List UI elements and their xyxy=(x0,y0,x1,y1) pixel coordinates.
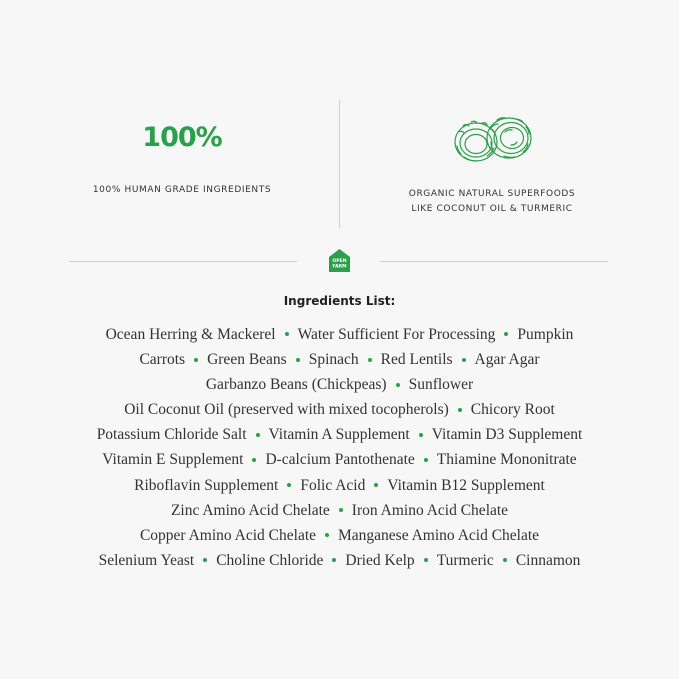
ingredient-item: Water Sufficient For Processing xyxy=(297,326,496,343)
ingredient-line xyxy=(20,473,659,498)
ingredient-item: Choline Chloride xyxy=(216,551,324,569)
superfoods-caption-line-2: LIKE COCONUT OIL & TURMERIC xyxy=(411,204,573,214)
ingredient-line xyxy=(20,397,659,422)
ingredient-item: Oil Coconut Oil (preserved with mixed tocopherols) xyxy=(124,401,449,419)
bullet-separator xyxy=(256,433,260,437)
ingredient-line xyxy=(20,347,659,372)
open-farm-logo xyxy=(328,248,351,272)
horizontal-divider-right xyxy=(380,261,608,262)
ingredient-item: Thiamine Mononitrate xyxy=(436,451,577,469)
bullet-separator xyxy=(368,358,372,362)
ingredient-item: Zinc Amino Acid Chelate xyxy=(170,501,330,519)
bullet-separator xyxy=(458,408,462,412)
bullet-separator xyxy=(194,358,198,362)
bullet-separator xyxy=(339,508,343,512)
ingredient-line xyxy=(20,322,659,347)
ingredients-list xyxy=(20,322,659,573)
bullet-separator xyxy=(252,458,256,462)
ingredient-item: Pumpkin xyxy=(517,326,574,343)
horizontal-divider-left xyxy=(69,261,297,262)
bullet-separator xyxy=(287,483,291,487)
bullet-separator xyxy=(462,358,466,362)
bullet-separator xyxy=(374,483,378,487)
ingredient-item: Cinnamon xyxy=(515,551,581,569)
coconut-icon xyxy=(449,112,535,166)
bullet-separator xyxy=(424,558,428,562)
ingredient-item: D-calcium Pantothenate xyxy=(265,451,415,469)
ingredient-item: Ocean Herring & Mackerel xyxy=(105,326,276,343)
vertical-divider xyxy=(339,100,340,228)
ingredient-line xyxy=(20,548,659,573)
bullet-separator xyxy=(419,433,423,437)
stat-100-percent: 100% xyxy=(142,122,222,153)
bullet-separator xyxy=(503,558,507,562)
ingredient-item: Chicory Root xyxy=(470,401,555,419)
bullet-separator xyxy=(325,533,329,537)
ingredient-item: Carrots xyxy=(139,351,186,369)
ingredient-item: Vitamin D3 Supplement xyxy=(431,426,583,444)
ingredient-item: Copper Amino Acid Chelate xyxy=(139,526,317,544)
ingredient-item: Garbanzo Beans (Chickpeas) xyxy=(205,376,387,394)
feature-superfoods xyxy=(350,112,634,217)
bullet-separator xyxy=(296,358,300,362)
ingredient-item: Red Lentils xyxy=(380,351,453,369)
bullet-separator xyxy=(424,458,428,462)
superfoods-caption xyxy=(350,187,634,217)
ingredient-item: Spinach xyxy=(308,351,359,369)
ingredient-item: Iron Amino Acid Chelate xyxy=(351,501,509,519)
bullet-separator xyxy=(285,332,289,336)
bullet-separator xyxy=(203,558,207,562)
ingredient-line xyxy=(20,422,659,447)
ingredient-item: Selenium Yeast xyxy=(98,551,195,569)
ingredient-item: Agar Agar xyxy=(474,351,540,369)
bullet-separator xyxy=(332,558,336,562)
superfoods-caption-line-1: ORGANIC NATURAL SUPERFOODS xyxy=(408,189,576,199)
logo-text-line-2: FARM xyxy=(332,264,347,270)
bullet-separator xyxy=(504,332,508,336)
logo-text-line-1: OPEN xyxy=(332,259,347,264)
ingredient-item: Vitamin A Supplement xyxy=(268,426,410,444)
ingredient-line xyxy=(20,447,659,472)
ingredient-item: Folic Acid xyxy=(300,476,366,494)
ingredient-line xyxy=(20,498,659,523)
ingredient-item: Riboflavin Supplement xyxy=(134,476,279,494)
ingredients-title: Ingredients List: xyxy=(283,294,396,308)
ingredient-item: Turmeric xyxy=(436,551,494,569)
ingredient-item: Potassium Chloride Salt xyxy=(96,426,247,444)
ingredient-item: Vitamin E Supplement xyxy=(102,451,244,469)
ingredient-item: Green Beans xyxy=(207,351,287,369)
human-grade-caption: 100% HUMAN GRADE INGREDIENTS xyxy=(92,185,272,195)
feature-human-grade xyxy=(40,118,324,198)
bullet-separator xyxy=(396,383,400,387)
ingredient-item: Manganese Amino Acid Chelate xyxy=(338,526,540,544)
ingredient-item: Sunflower xyxy=(408,376,474,394)
ingredient-item: Dried Kelp xyxy=(345,551,415,569)
ingredient-line xyxy=(20,372,659,397)
ingredient-line xyxy=(20,523,659,548)
ingredient-item: Vitamin B12 Supplement xyxy=(387,476,545,494)
